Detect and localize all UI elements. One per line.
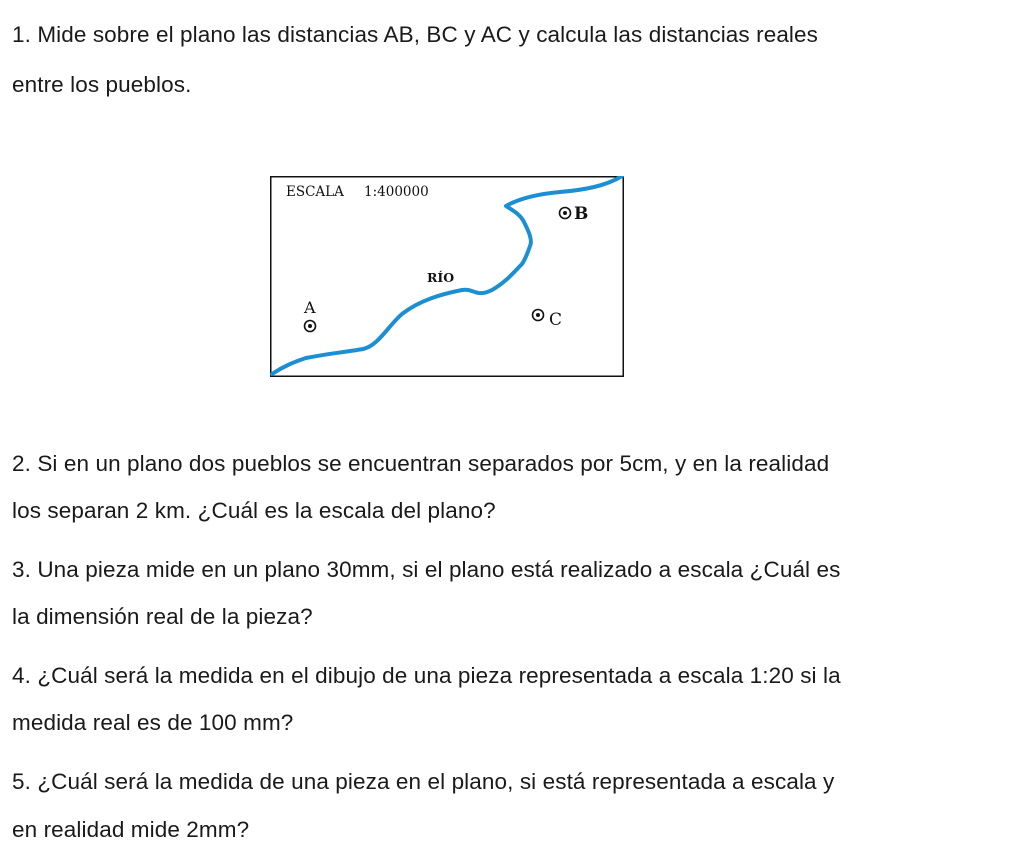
scale-value: 1:400000 <box>364 184 429 200</box>
scale-label: ESCALA <box>286 184 344 200</box>
town-b-label: B <box>574 204 589 224</box>
town-b-marker <box>560 208 571 219</box>
question-2-line-1: 2. Si en un plano dos pueblos se encuentran separados por 5cm, y en la realidad <box>12 451 830 476</box>
question-4-line-1: 4. ¿Cuál será la medida en el dibujo de una pieza representada a escala 1:20 si la <box>12 663 841 688</box>
town-c-marker <box>533 310 544 321</box>
river-label: RÍO <box>427 270 455 285</box>
question-3-line-1: 3. Una pieza mide en un plano 30mm, si el plano está realizado a escala ¿Cuál es <box>12 557 841 582</box>
question-1-line-2: entre los pueblos. <box>12 72 192 97</box>
town-c-label: C <box>549 310 563 330</box>
question-2-line-2: los separan 2 km. ¿Cuál es la escala del plano? <box>12 498 496 523</box>
question-3-line-2: la dimensión real de la pieza? <box>12 604 313 629</box>
town-a-label: A <box>304 298 316 317</box>
question-5-line-1: 5. ¿Cuál será la medida de una pieza en el plano, si está representada a escala y <box>12 769 835 794</box>
town-a-marker <box>305 321 316 332</box>
map-figure <box>270 176 624 377</box>
question-5-line-2: en realidad mide 2mm? <box>12 817 250 842</box>
question-4-line-2: medida real es de 100 mm? <box>12 710 294 735</box>
question-1-line-1: 1. Mide sobre el plano las distancias AB, BC y AC y calcula las distancias reales <box>12 22 818 47</box>
